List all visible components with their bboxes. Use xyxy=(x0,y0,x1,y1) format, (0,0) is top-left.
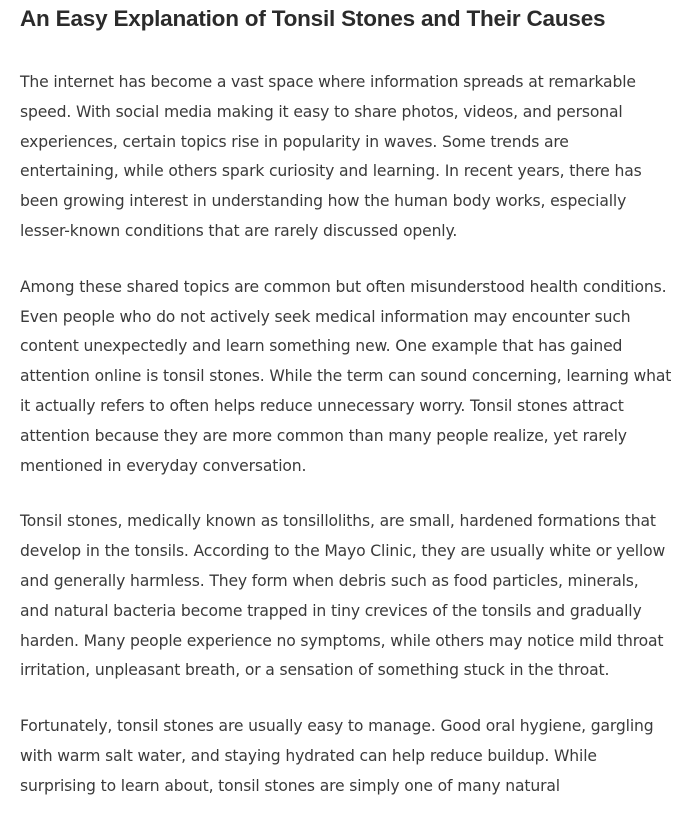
article xyxy=(20,0,672,802)
article-paragraph-4: Fortunately, tonsil stones are usually easy to manage. Good oral hygiene, gargling with warm salt water, and staying hydrated can help reduce buildup. While surprising to learn about, tonsil stones are simply one of many natural xyxy=(20,717,654,795)
article-paragraph-2: Among these shared topics are common but often misunderstood health conditions. Even people who do not actively seek medical information may encounter such content unexpectedly and learn something new. One example that has gained attention online is tonsil stones. While the term can sound concerning, learning what it actually refers to often helps reduce unnecessary worry. Tonsil stones attract attention because they are more common than many people realize, yet rarely mentioned in everyday conversation. xyxy=(20,277,672,475)
article-paragraph-1: The internet has become a vast space where information spreads at remarkable speed. With social media making it easy to share photos, videos, and personal experiences, certain topics rise in popularity in waves. Some trends are entertaining, while others spark curiosity and learning. In recent years, there has been growing interest in understanding how the human body works, especially lesser-known conditions that are rarely discussed openly. xyxy=(20,73,642,240)
article-paragraph-3: Tonsil stones, medically known as tonsilloliths, are small, hardened formations that develop in the tonsils. According to the Mayo Clinic, they are usually white or yellow and generally harmless. They form when debris such as food particles, minerals, and natural bacteria become trapped in tiny crevices of the tonsils and gradually harden. Many people experience no symptoms, while others may notice mild throat irritation, unpleasant breath, or a sensation of something stuck in the throat. xyxy=(20,512,666,680)
article-title: An Easy Explanation of Tonsil Stones and Their Causes xyxy=(20,6,606,31)
